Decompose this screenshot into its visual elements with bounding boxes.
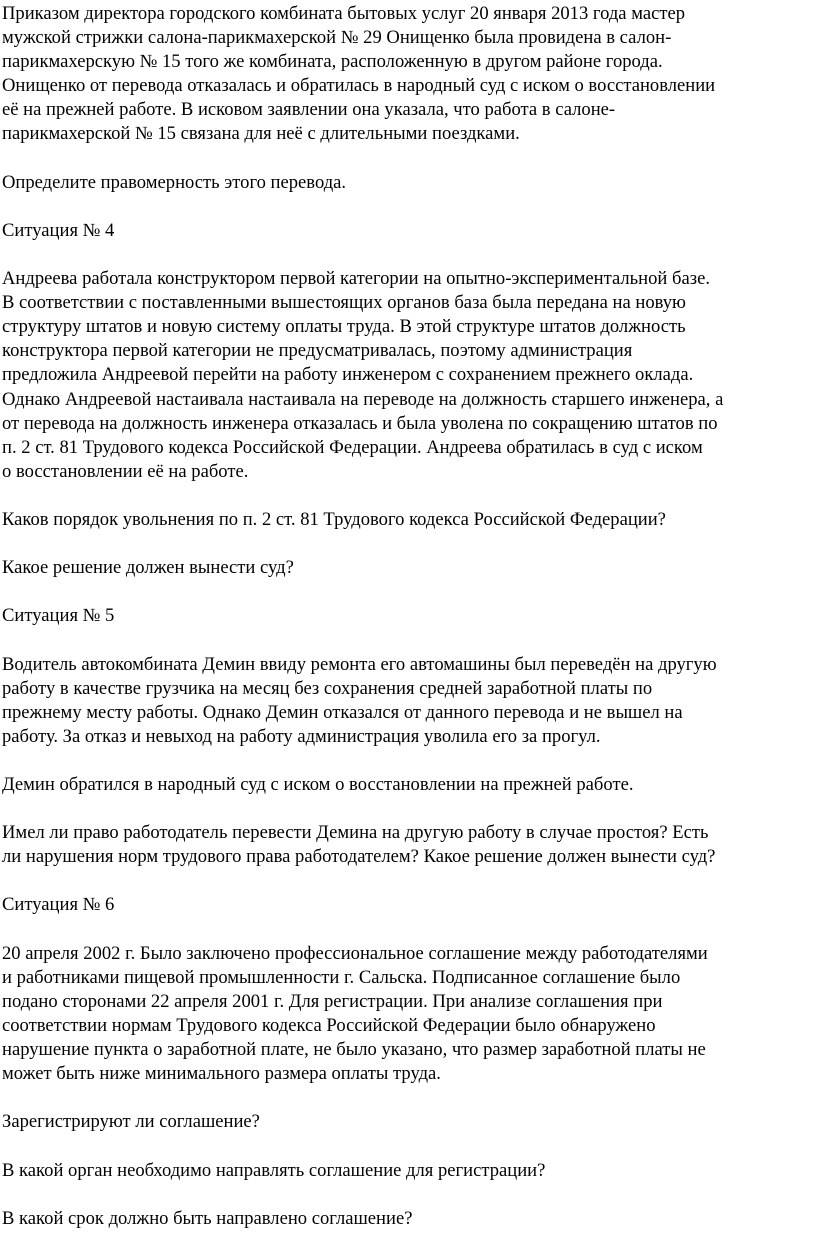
- question-paragraph: [2, 1159, 816, 1183]
- text-line: Каков порядок увольнения по п. 2 ст. 81 Трудового кодекса Российской Федерации?: [2, 508, 666, 530]
- text-line: Имел ли право работодатель перевести Демина на другую работу в случае простоя? Есть: [2, 822, 709, 844]
- text-line: Онищенко от перевода отказалась и обратилась в народный суд с иском о восстановлении: [2, 75, 716, 97]
- question-paragraph: [2, 821, 816, 869]
- text-line: её на прежней работе. В исковом заявлении она указала, что работа в салоне-: [2, 99, 616, 121]
- text-line: от перевода на должность инженера отказалась и была уволена по сокращению штатов по: [2, 412, 718, 434]
- case-description-paragraph: [2, 267, 816, 484]
- question-paragraph: [2, 171, 816, 195]
- text-line: Определите правомерность этого перевода.: [2, 171, 347, 193]
- text-line: Ситуация № 4: [2, 219, 115, 241]
- text-line: Водитель автокомбината Демин ввиду ремонта его автомашины был переведён на другую: [2, 653, 717, 675]
- text-line: Демин обратился в народный суд с иском о восстановлении на прежней работе.: [2, 774, 634, 795]
- text-line: может быть ниже минимального размера оплаты труда.: [2, 1063, 441, 1085]
- question-paragraph: [2, 556, 816, 580]
- situation-heading: [2, 893, 816, 917]
- text-line: конструктора первой категории не предусматривалась, поэтому администрация: [2, 340, 633, 362]
- text-line: Приказом директора городского комбината бытовых услуг 20 января 2013 года мастер: [2, 3, 686, 24]
- text-line: Ситуация № 5: [2, 605, 115, 627]
- text-line: нарушение пункта о заработной плате, не было указано, что размер заработной платы не: [2, 1039, 706, 1061]
- text-line: парикмахерскую № 15 того же комбината, расположенную в другом районе города.: [2, 51, 663, 73]
- question-paragraph: [2, 508, 816, 532]
- case-description-paragraph: [2, 2, 816, 147]
- text-line: 20 апреля 2002 г. Было заключено профессиональное соглашение между работодателями: [2, 942, 708, 964]
- question-paragraph: [2, 1110, 816, 1134]
- text-line: подано сторонами 22 апреля 2001 г. Для регистрации. При анализе соглашения при: [2, 990, 663, 1012]
- question-paragraph: [2, 1207, 816, 1231]
- text-line: В какой орган необходимо направлять соглашение для регистрации?: [2, 1159, 546, 1181]
- case-description-paragraph: [2, 653, 816, 749]
- text-line: ли нарушения норм трудового права работодателем? Какое решение должен вынести суд?: [2, 846, 716, 868]
- text-line: В соответствии с поставленными вышестоящих органов база была передана на новую: [2, 292, 686, 314]
- text-line: мужской стрижки салона-парикмахерской № 29 Онищенко была провидена в салон-: [2, 27, 672, 49]
- text-line: предложила Андреевой перейти на работу инженером с сохранением прежнего оклада.: [2, 364, 694, 386]
- text-line: В какой срок должно быть направлено соглашение?: [2, 1207, 413, 1229]
- text-line: Однако Андреевой настаивала настаивала на переводе на должность старшего инженера, а: [2, 388, 724, 410]
- text-line: и работниками пищевой промышленности г. Сальска. Подписанное соглашение было: [2, 966, 681, 988]
- text-line: парикмахерской № 15 связана для неё с длительными поездками.: [2, 123, 520, 145]
- text-line: о восстановлении её на работе.: [2, 460, 249, 482]
- situation-heading: [2, 219, 816, 243]
- situation-heading: [2, 604, 816, 628]
- text-line: структуру штатов и новую систему оплаты труда. В этой структуре штатов должность: [2, 316, 686, 338]
- text-line: работу. За отказ и невыход на работу администрация уволила его за прогул.: [2, 725, 601, 747]
- text-line: прежнему месту работы. Однако Демин отказался от данного перевода и не вышел на: [2, 701, 683, 723]
- text-line: Андреева работала конструктором первой категории на опытно-экспериментальной базе.: [2, 268, 710, 290]
- case-description-paragraph: [2, 942, 816, 1087]
- text-line: Зарегистрируют ли соглашение?: [2, 1111, 260, 1133]
- text-line: работу в качестве грузчика на месяц без сохранения средней заработной платы по: [2, 677, 653, 699]
- text-line: Ситуация № 6: [2, 894, 115, 916]
- case-description-paragraph: [2, 773, 816, 797]
- text-line: п. 2 ст. 81 Трудового кодекса Российской Федерации. Андреева обратилась в суд с иском: [2, 436, 703, 458]
- text-line: соответствии нормам Трудового кодекса Российской Федерации было обнаружено: [2, 1014, 656, 1036]
- text-line: Какое решение должен вынести суд?: [2, 557, 294, 579]
